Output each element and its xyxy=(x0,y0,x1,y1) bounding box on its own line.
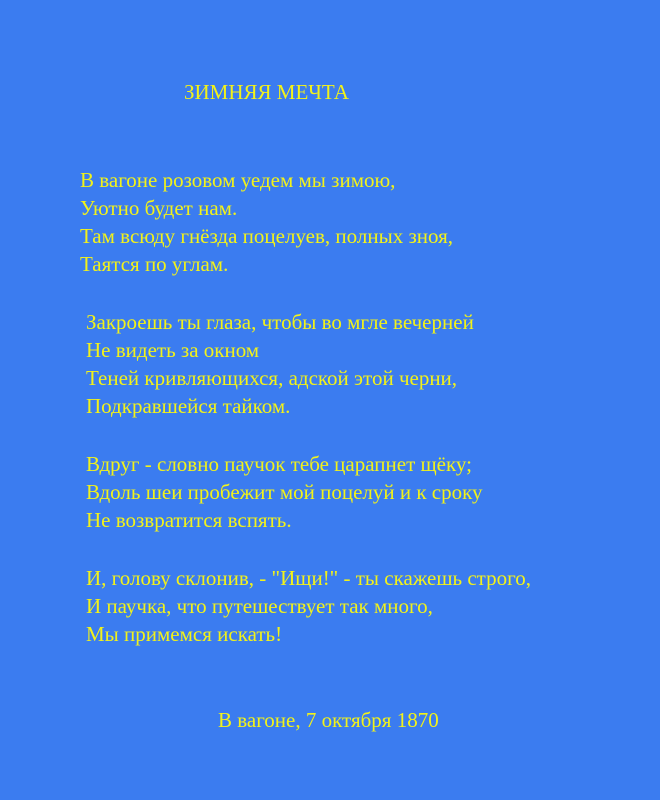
poem-signature: В вагоне, 7 октября 1870 xyxy=(218,708,439,732)
poem-line: Подкравшейся тайком. xyxy=(86,394,291,418)
poem-line: Там всюду гнёзда поцелуев, полных зноя, xyxy=(80,224,453,248)
poem-line: Таятся по углам. xyxy=(80,252,229,276)
poem-line: Не возвратится вспять. xyxy=(86,508,292,532)
stanza-1 xyxy=(80,166,453,278)
poem-line: Вдруг - словно паучок тебе царапнет щёку; xyxy=(86,452,472,476)
poem-line: И паучка, что путешествует так много, xyxy=(86,594,433,618)
poem-line: Не видеть за окном xyxy=(86,338,260,362)
poem-line: Закроешь ты глаза, чтобы во мгле вечерней xyxy=(86,310,474,334)
stanza-4 xyxy=(86,564,531,648)
poem-line: Мы примемся искать! xyxy=(86,622,283,646)
poem-line: В вагоне розовом уедем мы зимою, xyxy=(80,168,396,192)
poem-line: И, голову склонив, - "Ищи!" - ты скажешь строго, xyxy=(86,566,531,590)
poem-line: Теней кривляющихся, адской этой черни, xyxy=(86,366,458,390)
poem-title: ЗИМНЯЯ МЕЧТА xyxy=(184,80,349,104)
poem-line: Уютно будет нам. xyxy=(80,196,238,220)
poem-line: Вдоль шеи пробежит мой поцелуй и к сроку xyxy=(86,480,483,504)
stanza-2 xyxy=(86,308,474,420)
stanza-3 xyxy=(86,450,483,534)
